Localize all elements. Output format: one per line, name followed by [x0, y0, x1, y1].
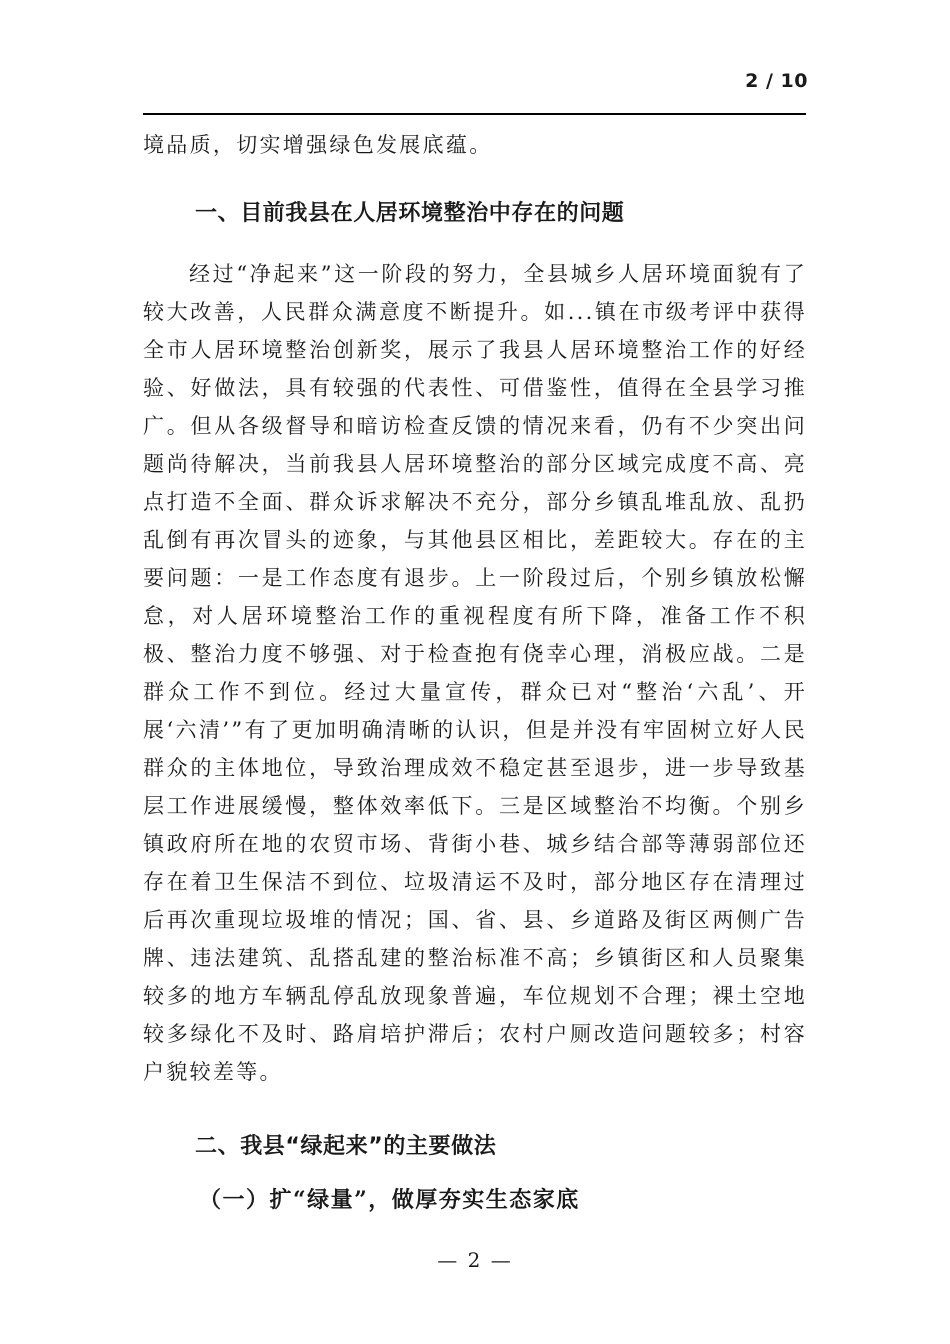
- section1-title: 一、目前我县在人居环境整治中存在的问题: [195, 201, 625, 226]
- section1-paragraph: 经过“净起来”这一阶段的努力，全县城乡人居环境面貌有了较大改善，人民群众满意度不断提升。如...镇在市级考评中获得全市人居环境整治创新奖，展示了我县人居环境整治工作的好经验、好做法，具有较强的代表性、可借鉴性，值得在全县学习推广。但从各级督导和暗访检查反馈的情况来看，仍有不少突出问题尚待解决，当前我县人居环境整治的部分区域完成度不高、亮点打造不全面、群众诉求解决不充分，部分乡镇乱堆乱放、乱扔乱倒有再次冒头的迹象，与其他县区相比，差距较大。存在的主要问题：一是工作态度有退步。上一阶段过后，个别乡镇放松懈怠，对人居环境整治工作的重视程度有所下降，准备工作不积极、整治力度不够强、对于检查抱有侥幸心理，消极应战。二是群众工作不到位。经过大量宣传，群众已对“整治‘六乱’、开展‘六清’”有了更加明确清晰的认识，但是并没有牢固树立好人民群众的主体地位，导致治理成效不稳定甚至退步，进一步导致基层工作进展缓慢，整体效率低下。三是区域整治不均衡。个别乡镇政府所在地的农贸市场、背街小巷、城乡结合部等薄弱部位还存在着卫生保洁不到位、垃圾清运不及时，部分地区存在清理过后再次重现垃圾堆的情况；国、省、县、乡道路及街区两侧广告牌、违法建筑、乱搭乱建的整治标准不高；乡镇街区和人员聚集较多的地方车辆乱停乱放现象普遍，车位规划不合理；裸土空地较多绿化不及时、路肩培护滞后；农村户厕改造问题较多；村容户貌较差等。: [143, 262, 807, 1084]
- document-body: [143, 126, 807, 1219]
- footer-page-number: — 2 —: [437, 1248, 513, 1272]
- section2-title: 二、我县“绿起来”的主要做法: [195, 1134, 497, 1159]
- page-counter: 2 / 10: [745, 70, 808, 92]
- header-rule: [143, 113, 806, 115]
- intro-line: 境品质，切实增强绿色发展底蕴。: [143, 133, 493, 157]
- subsection1-title: （一）扩“绿量”，做厚夯实生态家底: [199, 1187, 580, 1213]
